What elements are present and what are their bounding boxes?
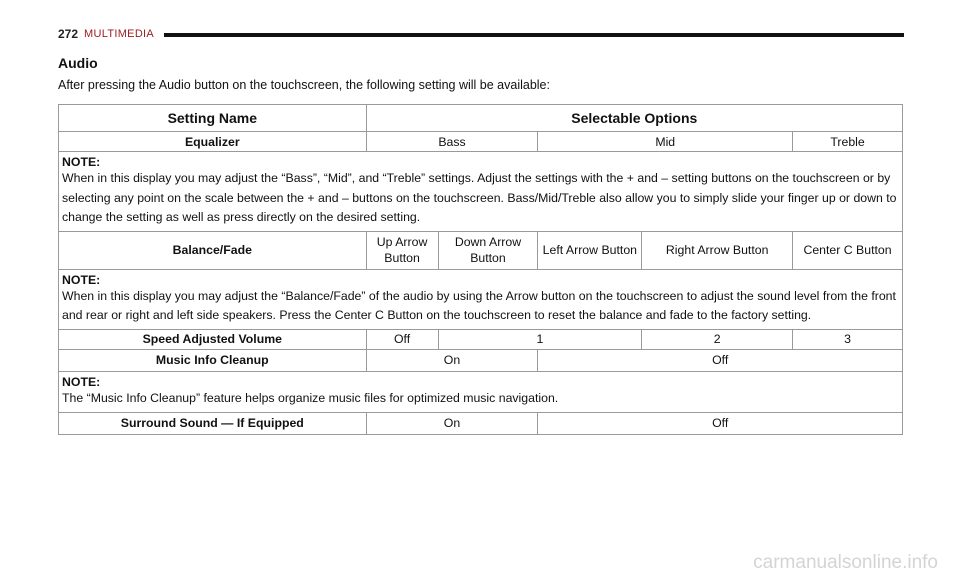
table-row-speed-adjusted-volume <box>59 329 903 349</box>
column-header-setting: Setting Name <box>59 105 367 132</box>
column-header-options: Selectable Options <box>366 105 902 132</box>
option-cell: 2 <box>642 329 793 349</box>
note-cell <box>59 269 903 329</box>
intro-text: After pressing the Audio button on the touchscreen, the following setting will be available: <box>58 78 550 92</box>
option-cell: On <box>366 349 538 371</box>
note-title: NOTE: <box>62 272 101 287</box>
option-cell: Right Arrow Button <box>642 231 793 269</box>
page-number: 272 <box>58 27 79 41</box>
option-cell: Off <box>366 329 438 349</box>
note-text: The “Music Info Cleanup” feature helps organize music files for optimized music navigation. <box>62 390 559 405</box>
note-cell <box>59 371 903 412</box>
table-row-note <box>59 371 903 412</box>
table-header-row <box>59 105 903 132</box>
header-rule <box>164 33 904 37</box>
option-cell: Bass <box>366 132 538 152</box>
table-row-surround-sound <box>59 412 903 434</box>
note-title: NOTE: <box>62 374 101 389</box>
table-row-music-info-cleanup <box>59 349 903 371</box>
option-cell: Off <box>538 412 903 434</box>
setting-name: Speed Adjusted Volume <box>59 329 367 349</box>
section-name: MULTIMEDIA <box>84 28 155 40</box>
note-text: When in this display you may adjust the “Bass”, “Mid”, and “Treble” settings. Adjust the settings with the + and – setting buttons on the touchscreen or by selecting any point on the scale between the + and – buttons on the touchscreen. Bass/Mid/Treble also allow you to simply slide your finger up or down to change the setting as well as press directly on the desired setting. <box>62 171 897 225</box>
option-cell: On <box>366 412 538 434</box>
setting-name: Equalizer <box>59 132 367 152</box>
option-cell: 3 <box>793 329 903 349</box>
table-row-note <box>59 269 903 329</box>
watermark: carmanualsonline.info <box>753 552 938 573</box>
audio-settings-table <box>58 104 903 435</box>
page-header <box>58 26 904 42</box>
setting-name: Balance/Fade <box>59 231 367 269</box>
table-row-note <box>59 152 903 232</box>
table-row-equalizer <box>59 132 903 152</box>
option-cell: Left Arrow Button <box>538 231 642 269</box>
note-cell <box>59 152 903 232</box>
note-text: When in this display you may adjust the “Balance/Fade” of the audio by using the Arrow button on the touchscreen to adjust the sound level from the front and rear or right and left side speakers. Press the Center C Button on the touchscreen to reset the balance and fade to the factory setting. <box>62 288 896 323</box>
option-cell: Center C Button <box>793 231 903 269</box>
note-title: NOTE: <box>62 155 101 169</box>
option-cell: Treble <box>793 132 903 152</box>
option-cell: Down Arrow Button <box>438 231 538 269</box>
option-cell: Up Arrow Button <box>366 231 438 269</box>
section-heading: Audio <box>58 55 98 71</box>
table-row-balance-fade <box>59 231 903 269</box>
setting-name: Surround Sound — If Equipped <box>59 412 367 434</box>
option-cell: 1 <box>438 329 642 349</box>
option-cell: Off <box>538 349 903 371</box>
option-cell: Mid <box>538 132 793 152</box>
setting-name: Music Info Cleanup <box>59 349 367 371</box>
